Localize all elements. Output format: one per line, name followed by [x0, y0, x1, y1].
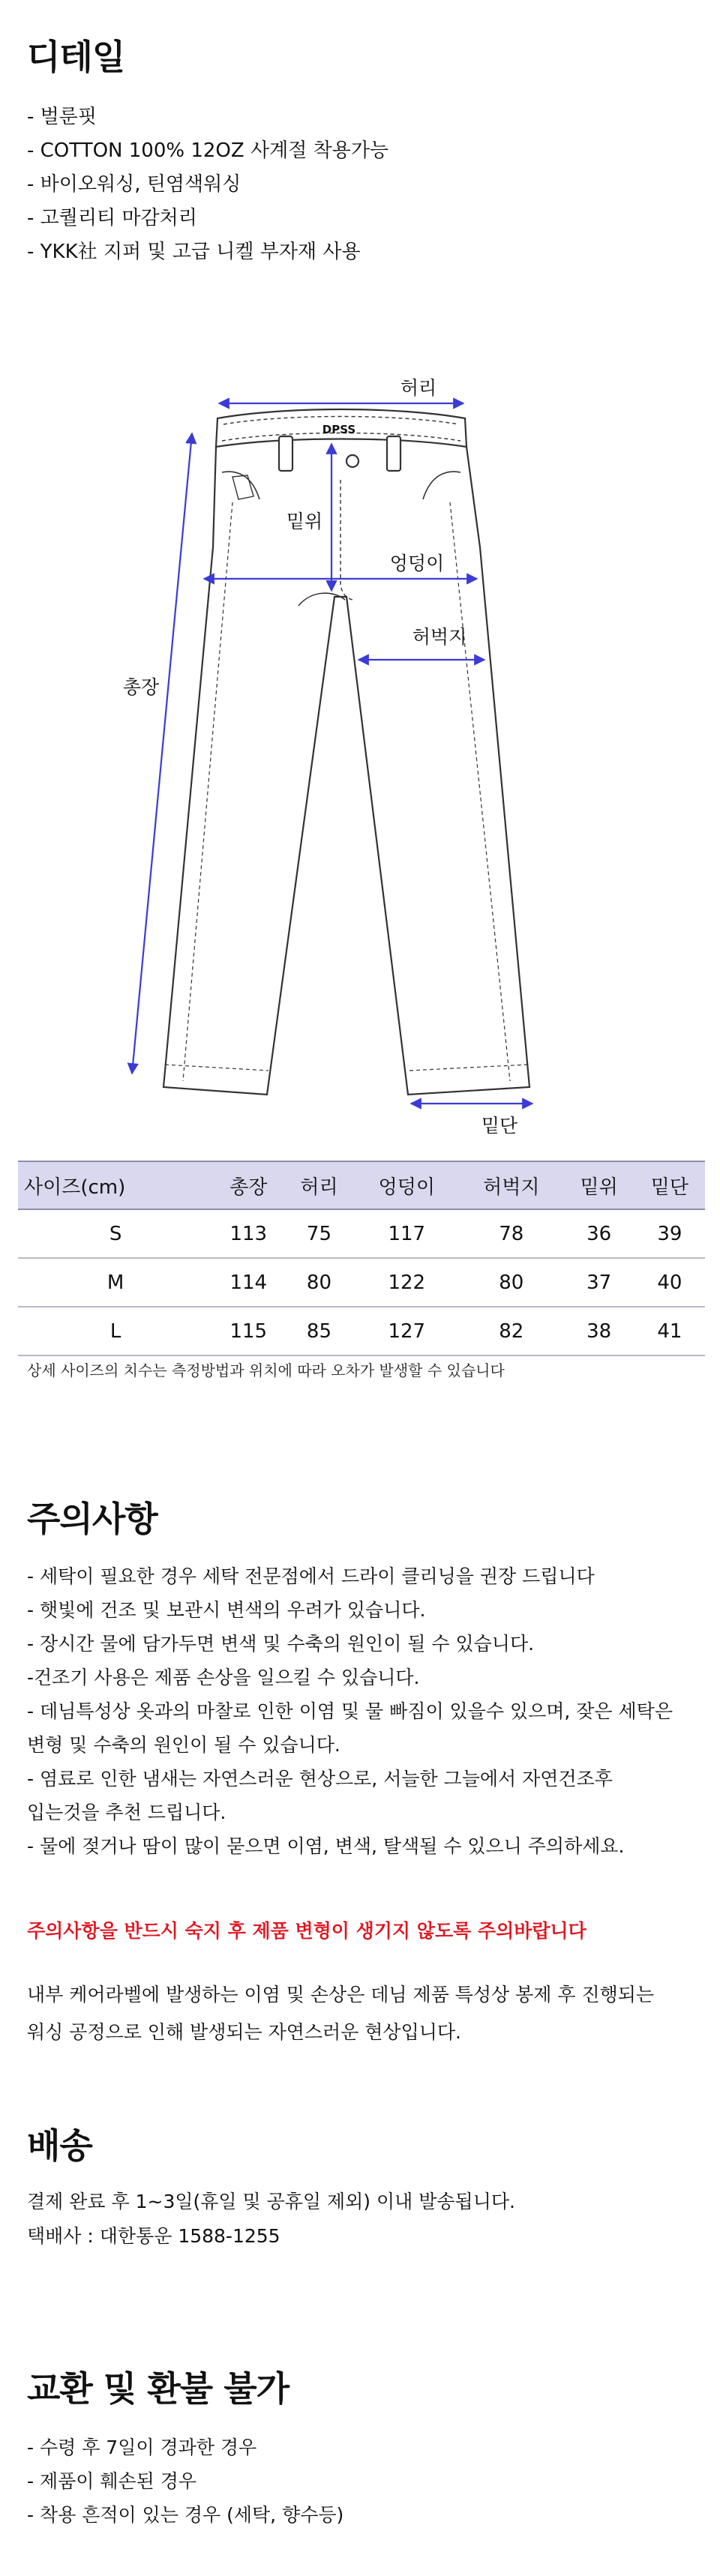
list-item: - YKK社 지퍼 및 고급 니켈 부자재 사용 — [27, 241, 361, 263]
brand-label: DPSS — [322, 423, 356, 436]
table-row — [18, 1209, 705, 1258]
thigh-label: 허벅지 — [412, 626, 467, 648]
refund-list — [27, 2431, 344, 2532]
caution-list — [27, 1559, 673, 1863]
list-item: - 수령 후 7일이 경과한 경우 — [27, 2437, 257, 2458]
table-cell: 114 — [213, 1258, 284, 1307]
rise-label: 밑위 — [286, 511, 323, 532]
table-cell: 37 — [564, 1258, 634, 1307]
list-item: - 물에 젖거나 땀이 많이 묻으면 이염, 변색, 탈색될 수 있으니 주의하세요. — [27, 1835, 625, 1857]
list-item: - 착용 흔적이 있는 경우 (세탁, 향수등) — [27, 2504, 344, 2526]
list-item: - 장시간 물에 담가두면 변색 및 수축의 원인이 될 수 있습니다. — [27, 1633, 535, 1655]
table-header: 밑단 — [634, 1161, 705, 1209]
length-label: 총장 — [122, 676, 160, 698]
size-note: 상세 사이즈의 치수는 측정방법과 위치에 따라 오차가 발생할 수 있습니다 — [27, 1361, 505, 1379]
table-header: 총장 — [213, 1161, 284, 1209]
refund-title: 교환 및 환불 불가 — [27, 2368, 290, 2409]
waist-label: 허리 — [400, 377, 437, 399]
table-row — [18, 1258, 705, 1307]
list-item: 입는것을 추천 드립니다. — [27, 1802, 226, 1823]
list-item: - COTTON 100% 12OZ 사계절 착용가능 — [27, 139, 389, 162]
table-cell: M — [18, 1258, 213, 1307]
caution-info-line: 내부 케어라벨에 발생하는 이염 및 손상은 데님 제품 특성상 봉제 후 진행되는 — [27, 1984, 655, 2005]
table-cell: 39 — [634, 1209, 705, 1258]
table-header: 엉덩이 — [355, 1161, 460, 1209]
table-cell: S — [18, 1209, 213, 1258]
list-item: - 벌룬핏 — [27, 106, 97, 128]
table-cell: 75 — [284, 1209, 354, 1258]
detail-list — [27, 100, 388, 269]
list-item: - 바이오워싱, 틴염색워싱 — [27, 173, 242, 196]
table-cell: 82 — [459, 1307, 564, 1355]
list-item: - 햇빛에 건조 및 보관시 변색의 우려가 있습니다. — [27, 1599, 426, 1621]
shipping-title: 배송 — [27, 2125, 92, 2166]
table-header: 사이즈(cm) — [18, 1161, 213, 1209]
list-item: - 고퀄리티 마감처리 — [27, 207, 197, 229]
table-cell: 80 — [284, 1258, 354, 1307]
hem-label: 밑단 — [481, 1115, 518, 1137]
table-cell: 113 — [213, 1209, 284, 1258]
table-header: 허리 — [284, 1161, 354, 1209]
size-table — [18, 1161, 705, 1356]
shipping-info — [27, 2185, 515, 2254]
list-item: - 데님특성상 옷과의 마찰로 인한 이염 및 물 빠짐이 있을수 있으며, 잦은 세탁은 — [27, 1700, 673, 1722]
table-cell: 115 — [213, 1307, 284, 1355]
table-cell: 117 — [355, 1209, 460, 1258]
detail-title: 디테일 — [27, 37, 125, 77]
pants-outline — [164, 409, 530, 1095]
caution-title: 주의사항 — [27, 1499, 158, 1539]
list-item: 변형 및 수축의 원인이 될 수 있습니다. — [27, 1734, 340, 1756]
table-header: 밑위 — [564, 1161, 634, 1209]
list-item: - 염료로 인한 냄새는 자연스러운 현상으로, 서늘한 그늘에서 자연건조후 — [27, 1768, 613, 1790]
hip-label: 엉덩이 — [389, 553, 445, 574]
table-cell: 80 — [459, 1258, 564, 1307]
table-cell: 41 — [634, 1307, 705, 1355]
caution-info — [27, 1976, 654, 2051]
caution-warning: 주의사항을 반드시 숙지 후 제품 변형이 생기지 않도록 주의바랍니다 — [27, 1920, 586, 1942]
shipping-line: 결제 완료 후 1~3일(휴일 및 공휴일 제외) 이내 발송됩니다. — [27, 2191, 515, 2212]
table-header: 허벅지 — [459, 1161, 564, 1209]
table-cell: 78 — [459, 1209, 564, 1258]
table-cell: 122 — [355, 1258, 460, 1307]
table-cell: 127 — [355, 1307, 460, 1355]
list-item: - 세탁이 필요한 경우 세탁 전문점에서 드라이 클리닝을 권장 드립니다 — [27, 1565, 595, 1587]
shipping-line: 택배사 : 대한통운 1588-1255 — [27, 2225, 280, 2247]
list-item: - 제품이 훼손된 경우 — [27, 2470, 197, 2492]
table-cell: 36 — [564, 1209, 634, 1258]
table-cell: 38 — [564, 1307, 634, 1355]
caution-info-line: 워싱 공정으로 인해 발생되는 자연스러운 현상입니다. — [27, 2021, 461, 2043]
pants-size-diagram — [0, 352, 720, 1147]
table-row — [18, 1307, 705, 1355]
table-header-row — [18, 1161, 705, 1209]
table-cell: 40 — [634, 1258, 705, 1307]
table-cell: L — [18, 1307, 213, 1355]
table-cell: 85 — [284, 1307, 354, 1355]
list-item: -건조기 사용은 제품 손상을 일으킬 수 있습니다. — [27, 1667, 420, 1688]
measurement-arrows — [132, 403, 532, 1104]
